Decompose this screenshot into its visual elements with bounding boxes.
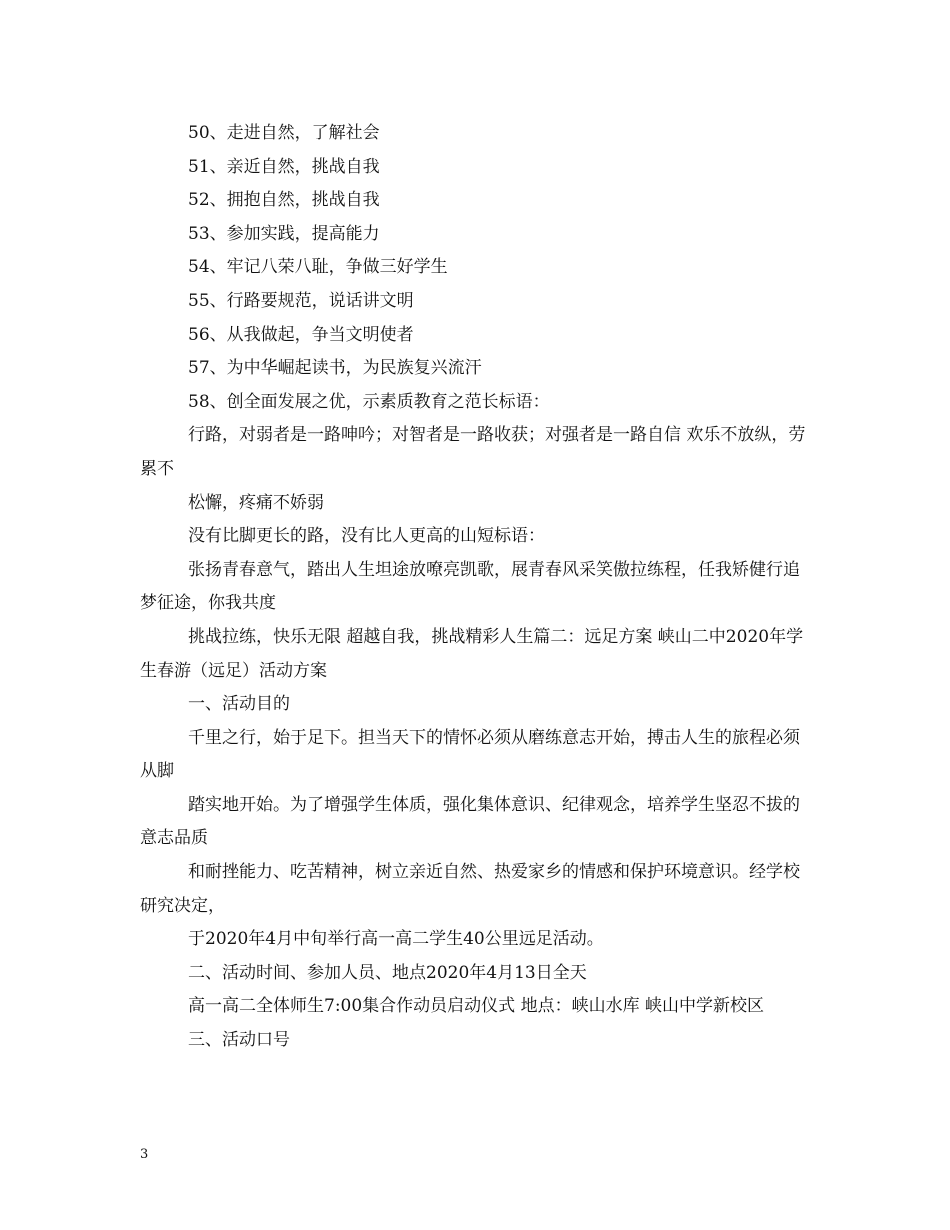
- page-number: 3: [140, 1147, 149, 1162]
- paragraph: 58、创全面发展之优，示素质教育之范长标语：: [188, 391, 550, 412]
- paragraph: 千里之行，始于足下。担当天下的情怀必须从磨练意志开始，搏击人生的旅程必须从脚: [140, 727, 800, 782]
- paragraph: 于2020年4月中旬举行高一高二学生40公里远足活动。: [188, 929, 604, 950]
- section-heading: 三、活动口号: [188, 1030, 290, 1051]
- paragraph: 和耐挫能力、吃苦精神，树立亲近自然、热爱家乡的情感和保护环境意识。经学校研究决定，: [140, 862, 800, 916]
- paragraph: 踏实地开始。为了增强学生体质，强化集体意识、纪律观念，培养学生坚忍不拔的意志品质: [140, 794, 800, 849]
- paragraph: 50、走进自然，了解社会: [188, 123, 380, 143]
- paragraph: 52、拥抱自然，挑战自我: [188, 190, 380, 211]
- document-body: [140, 117, 815, 1058]
- paragraph: 54、牢记八荣八耻，争做三好学生: [188, 257, 448, 278]
- paragraph: 57、为中华崛起读书，为民族复兴流汗: [188, 358, 482, 379]
- paragraph: 行路，对弱者是一路呻吟；对智者是一路收获；对强者是一路自信 欢乐不放纵，劳累不: [140, 425, 806, 479]
- paragraph: 高一高二全体师生7:00集合作动员启动仪式 地点：峡山水库 峡山中学新校区: [188, 996, 764, 1017]
- section-heading: 一、活动目的: [188, 694, 290, 715]
- paragraph: 55、行路要规范，说话讲文明: [188, 290, 414, 311]
- paragraph: 挑战拉练，快乐无限 超越自我，挑战精彩人生篇二：远足方案 峡山二中2020年学生春游（远足）活动方案: [140, 626, 804, 681]
- paragraph: 松懈，疼痛不娇弱: [188, 492, 324, 513]
- paragraph: 53、参加实践，提高能力: [188, 223, 380, 244]
- paragraph: 56、从我做起，争当文明使者: [188, 324, 414, 345]
- section-heading: 二、活动时间、参加人员、地点2020年4月13日全天: [188, 962, 587, 983]
- paragraph: 51、亲近自然，挑战自我: [188, 156, 380, 177]
- paragraph: 张扬青春意气，踏出人生坦途放嘹亮凯歌，展青春风采笑傲拉练程，任我矫健行追梦征途，你我共度: [140, 559, 800, 614]
- paragraph: 没有比脚更长的路，没有比人更高的山短标语：: [188, 526, 545, 547]
